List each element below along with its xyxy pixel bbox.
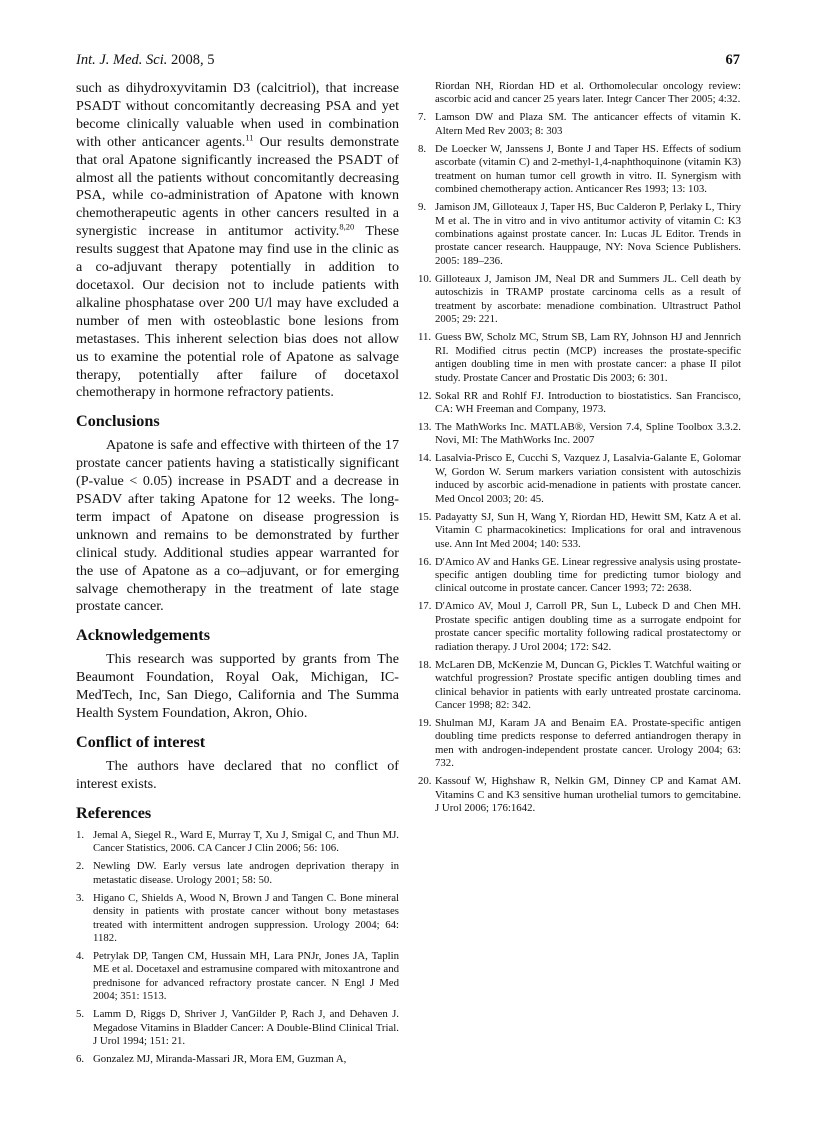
reference-item [76, 892, 399, 946]
reference-number: 7. [418, 111, 427, 124]
left-column [76, 80, 399, 1071]
reference-text: Higano C, Shields A, Wood N, Brown J and Tangen C. Bone mineral density in patients with prostate cancer without bony metastases treated with intermittent androgen suppression. Urology 2004; 64: 1182. [93, 891, 399, 944]
reference-text: Jemal A, Siegel R., Ward E, Murray T, Xu J, Smigal C, and Thun MJ. Cancer Statistics, 2006. CA Cancer J Clin 2006; 56: 106. [93, 828, 399, 855]
reference-number: 18. [418, 658, 432, 671]
conflict-of-interest-paragraph: The authors have declared that no conflict of interest exists. [76, 758, 399, 792]
reference-item [418, 201, 741, 268]
reference-text: Gonzalez MJ, Miranda-Massari JR, Mora EM, Guzman A, [93, 1053, 347, 1066]
reference-list-left [76, 829, 399, 1067]
reference-number: 10. [418, 272, 432, 285]
reference-number: 2. [76, 860, 85, 873]
reference-number [418, 80, 435, 107]
reference-item [76, 1008, 399, 1048]
reference-text: Lasalvia-Prisco E, Cucchi S, Vazquez J, Lasalvia-Galante E, Golomar W, Gordon W. Serum markers variation consistent with autoschizis induced by ascorbic acid-menadione in patients with prostate cancer. Med Oncol 2003; 20: 45. [435, 452, 741, 505]
reference-item [418, 273, 741, 327]
reference-item [76, 829, 399, 856]
reference-text: Guess BW, Scholz MC, Strum SB, Lam RY, Johnson HJ and Jennrich RI. Modified citrus pectin (MCP) increases the prostate-specific antigen doubling time in men with prostate cancer: a phase II pilot study. Prostate Cancer and Prostatic Dis 2003; 6: 301. [435, 331, 741, 384]
reference-item [418, 600, 741, 654]
reference-item [418, 659, 741, 713]
reference-text: D'Amico AV and Hanks GE. Linear regressive analysis using prostate-specific antigen doubling time for predicting tumor biology and clinical outcome in prostate cancer. Cancer 1993; 72: 2638. [435, 555, 741, 595]
reference-text: Sokal RR and Rohlf FJ. Introduction to biostatistics. San Francisco, CA: WH Freeman and Company, 1973. [435, 389, 741, 415]
reference-text: Lamm D, Riggs D, Shriver J, VanGilder P, Rach J, and Dehaven J. Megadose Vitamins in Bladder Cancer: A Double-Blind Clinical Trial. J Urol 1994; 151: 21. [93, 1008, 399, 1048]
conflict-of-interest-heading: Conflict of interest [76, 733, 206, 751]
reference-number: 14. [418, 452, 432, 465]
reference-item [418, 775, 741, 815]
reference-text: Shulman MJ, Karam JA and Benaim EA. Prostate-specific antigen doubling time predicts response to deferred antiandrogen therapy in men with androgen-independent prostate cancer. Urology 2004; 63: 732. [435, 716, 741, 770]
reference-item [418, 143, 741, 197]
acknowledgements-paragraph: This research was supported by grants from The Beaumont Foundation, Royal Oak, Michigan, IC-MedTech, Inc, San Diego, California and The Summa Health System Foundation, Akron, Ohio. [76, 651, 399, 722]
reference-number: 13. [418, 420, 432, 433]
reference-number: 20. [418, 775, 432, 788]
reference-text: Gilloteaux J, Jamison JM, Neal DR and Summers JL. Cell death by autoschizis in TRAMP prostate carcinoma cells as a result of treatment by ascorbate: menadione combination. Ultrastruct Pathol 2005; 29: 221. [435, 272, 741, 326]
reference-number: 17. [418, 600, 432, 613]
reference-number: 8. [418, 142, 427, 155]
references-heading: References [76, 803, 152, 822]
reference-text: Jamison JM, Gilloteaux J, Taper HS, Buc Calderon P, Perlaky L, Thiry M et al. The in vitro and in vivo antitumor activity of vitamin C: K3 combinations against prostate cancer. In: Lucas JL Editor. Trends in prostate cancer research. Hauppauge, NY: Nova Science Publishers. 2005: 189–236. [435, 201, 741, 267]
reference-number: 3. [76, 891, 85, 904]
page-number: 67 [725, 52, 740, 68]
reference-number: 4. [76, 949, 85, 962]
reference-item [418, 421, 741, 448]
reference-text: Lamson DW and Plaza SM. The anticancer effects of vitamin K. Altern Med Rev 2003; 8: 303 [435, 111, 741, 137]
reference-item [418, 111, 741, 138]
discussion-text-3: These results suggest that Apatone may find use in the clinic as a co-adjuvant therapy potentially in addition to docetaxol. Our decision not to include patients with alkaline phosphatase over 200 U/l may have excluded a number of men with osteoblastic bone lesions from metastases. This inherent selection bias does not allow us to examine the potential role of Apatone as salvage therapy, potentially after failure of docetaxol chemotherapy in hormone refractory patients. [76, 223, 400, 401]
citation-superscript: 8,20 [339, 221, 355, 232]
reference-number: 16. [418, 555, 432, 568]
reference-text: The MathWorks Inc. MATLAB®, Version 7.4, Spline Toolbox 3.3.2. Novi, MI: The MathWorks Inc. 2007 [435, 420, 741, 447]
reference-number: 6. [76, 1053, 85, 1066]
reference-item [418, 511, 741, 551]
reference-text: Newling DW. Early versus late androgen deprivation therapy in metastatic disease. Urology 2001; 58: 50. [93, 860, 399, 886]
reference-number: 5. [76, 1008, 85, 1021]
reference-item [418, 331, 741, 385]
discussion-text-1: such as dihydroxyvitamin D3 (calcitriol), that increase PSADT without concomitantly decreasing PSA and yet become clinically valuable when used in combination with other anticancer agents. [76, 80, 399, 150]
reference-list-right [418, 80, 741, 820]
reference-text: Petrylak DP, Tangen CM, Hussain MH, Lara PNJr, Jones JA, Taplin ME et al. Docetaxel and estramusine compared with mitoxantrone and prednisone for advanced refractory prostate cancer. N Engl J Med 2004; 351: 1513. [93, 949, 399, 1003]
reference-item [76, 860, 399, 887]
reference-item [418, 390, 741, 417]
reference-text: D'Amico AV, Moul J, Carroll PR, Sun L, Lubeck D and Chen MH. Prostate specific antigen doubling time as a surrogate endpoint for prostate cancer specific mortality following radical prostatectomy or radiation therapy. J Urol 2004; 172: S42. [435, 600, 741, 653]
reference-item [76, 950, 399, 1004]
discussion-paragraph [76, 80, 399, 402]
conclusions-heading: Conclusions [76, 412, 160, 431]
reference-number: 1. [76, 828, 85, 841]
discussion-text-2: Our results demonstrate that oral Apatone significantly increased the PSADT of almost all the patients without concomitantly decreasing PSA, while co-administration of Apatone with known chemotherapeutic agents in other cancers resulted in a synergistic increase in antitumor activity. [76, 133, 399, 240]
acknowledgements-heading: Acknowledgements [76, 626, 210, 645]
reference-text: Kassouf W, Highshaw R, Nelkin GM, Dinney CP and Kamat AM. Vitamins C and K3 sensitive human urothelial tumors to gemcitabine. J Urol 2006; 176:1642. [435, 775, 741, 815]
reference-number: 19. [418, 716, 432, 729]
journal-name: Int. J. Med. Sci. [76, 52, 168, 68]
reference-item [418, 452, 741, 506]
reference-text: De Loecker W, Janssens J, Bonte J and Taper HS. Effects of sodium ascorbate (vitamin C) and 2-methyl-1,4-naphthoquinone (vitamin K3) treatment on human tumor cell growth in vitro. II. Synergism with combined chemotherapy action. Anticancer Res 1993; 13: 103. [435, 142, 741, 196]
journal-year-volume: 2008, 5 [167, 52, 215, 68]
reference-text-continued: Riordan NH, Riordan HD et al. Orthomolecular oncology review: ascorbic acid and cancer 25 years later. Integr Cancer Ther 2005; 4:32. [435, 80, 741, 106]
reference-number: 11. [418, 331, 432, 344]
reference-number: 9. [418, 201, 427, 214]
citation-superscript: 11 [245, 132, 254, 143]
reference-item [418, 80, 741, 107]
conclusions-paragraph: Apatone is safe and effective with thirteen of the 17 prostate cancer patients having a statistically significant (P-value < 0.05) increase in PSADT and a decrease in PSADV after taking Apatone for 12 weeks. The long-term impact of Apatone on disease progression is unknown and remains to be demonstrated by further clinical study. Additional studies appear warranted for the use of Apatone as a co–adjuvant, or for emerging salvage chemotherapy in the treatment of late stage prostate cancer. [76, 437, 399, 615]
right-column [418, 80, 741, 825]
reference-item [76, 1053, 399, 1066]
reference-text: McLaren DB, McKenzie M, Duncan G, Pickles T. Watchful waiting or watchful progression? Prostate specific antigen doubling times and clinical behavior in patients with early untreated prostate carcinoma. Cancer 1998; 82: 342. [435, 658, 741, 712]
reference-item [418, 556, 741, 596]
running-header-journal [76, 52, 215, 69]
reference-number: 12. [418, 389, 432, 402]
reference-number: 15. [418, 510, 432, 523]
reference-item [418, 717, 741, 771]
reference-text: Padayatty SJ, Sun H, Wang Y, Riordan HD, Hewitt SM, Katz A et al. Vitamin C pharmacokinetics: Implications for oral and intravenous use. Ann Int Med 2004; 140: 533. [435, 510, 741, 550]
